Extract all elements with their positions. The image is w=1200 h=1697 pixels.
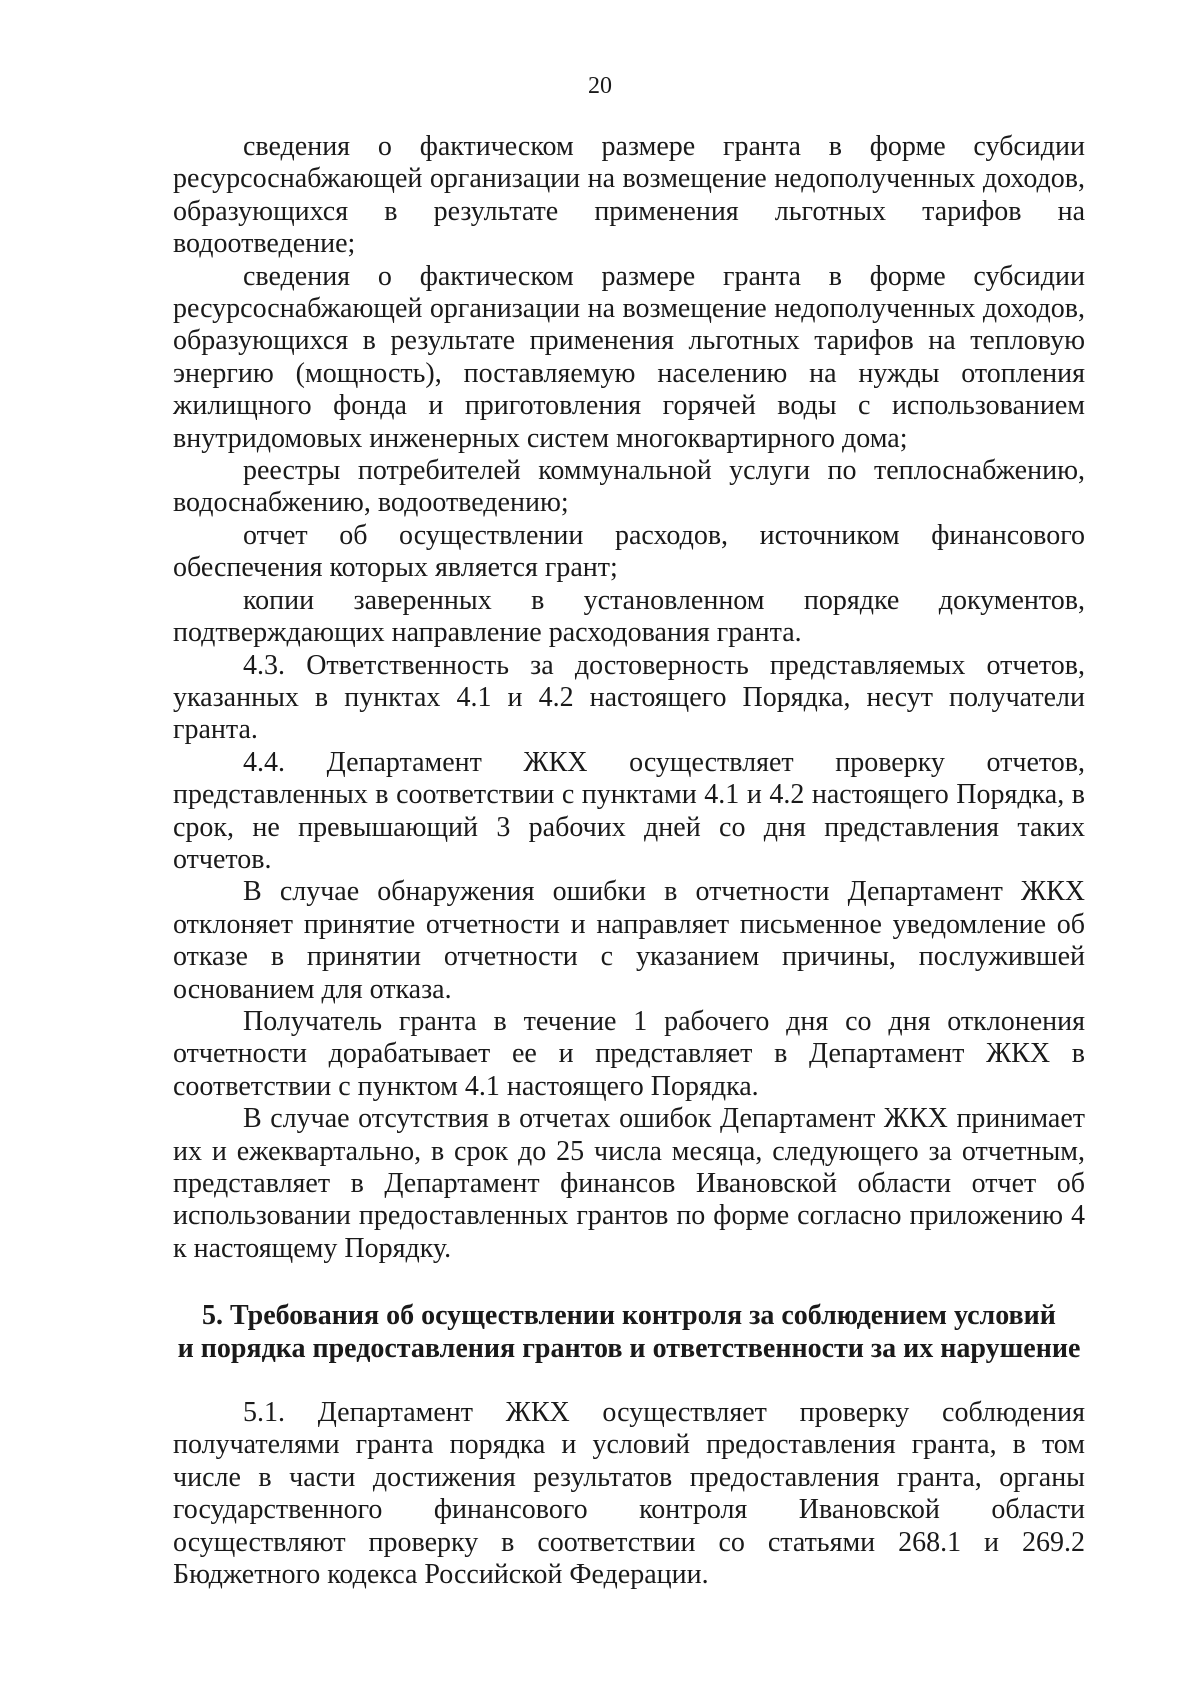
document-body [173, 131, 1085, 1591]
paragraph-4-4: 4.4. Департамент ЖКХ осуществляет проверку отчетов, представленных в соответствии с пунктами 4.1 и 4.2 настоящего Порядка, в срок, не превышающий 3 рабочих дней со дня представления таких отчетов. [173, 746, 1085, 875]
paragraph-resubmission: Получатель гранта в течение 1 рабочего дня со дня отклонения отчетности дорабатывает ее и представляет в Департамент ЖКХ в соответствии с пунктом 4.1 настоящего Порядка. [173, 1005, 1085, 1102]
section-5-heading-line-1: 5. Требования об осуществлении контроля за соблюдением условий [202, 1300, 1056, 1332]
paragraph-error-rejection: В случае обнаружения ошибки в отчетности Департамент ЖКХ отклоняет принятие отчетности и направляет письменное уведомление об отказе в принятии отчетности с указанием причины, послужившей основанием для отказа. [173, 876, 1085, 1005]
section-5-heading [173, 1265, 1085, 1397]
paragraph-document-copies: копии заверенных в установленном порядке документов, подтверждающих направление расходования гранта. [173, 584, 1085, 649]
section-5-heading-line-2: и порядка предоставления грантов и ответственности за их нарушение [177, 1332, 1081, 1364]
paragraph-expense-report: отчет об осуществлении расходов, источником финансового обеспечения которых является грант; [173, 519, 1085, 584]
paragraph-consumer-registers: реестры потребителей коммунальной услуги по теплоснабжению, водоснабжению, водоотведению; [173, 455, 1085, 519]
paragraph-heat-grant-info: сведения о фактическом размере гранта в форме субсидии ресурсоснабжающей организации на возмещение недополученных доходов, образующихся в результате применения льготных тарифов на тепловую энергию (мощность), поставляемую населению на нужды отопления жилищного фонда и приготовления горячей воды с использованием внутридомовых инженерных систем многоквартирного дома; [173, 260, 1085, 454]
paragraph-wastewater-grant-info: сведения о фактическом размере гранта в форме субсидии ресурсоснабжающей организации на возмещение недополученных доходов, образующихся в результате применения льготных тарифов на водоотведение; [173, 131, 1085, 260]
page-number: 20 [588, 73, 612, 99]
paragraph-4-3: 4.3. Ответственность за достоверность представляемых отчетов, указанных в пунктах 4.1 и 4.2 настоящего Порядка, несут получатели гранта. [173, 649, 1085, 746]
paragraph-5-1: 5.1. Департамент ЖКХ осуществляет проверку соблюдения получателями гранта порядка и условий предоставления гранта, в том числе в части достижения результатов предоставления гранта, органы государственного финансового контроля Ивановской области осуществляют проверку в соответствии со статьями 268.1 и 269.2 Бюджетного кодекса Российской Федерации. [173, 1397, 1085, 1591]
paragraph-quarterly-report: В случае отсутствия в отчетах ошибок Департамент ЖКХ принимает их и ежеквартально, в срок до 25 числа месяца, следующего за отчетным, представляет в Департамент финансов Ивановской области отчет об использовании предоставленных грантов по форме согласно приложению 4 к настоящему Порядку. [173, 1103, 1085, 1264]
